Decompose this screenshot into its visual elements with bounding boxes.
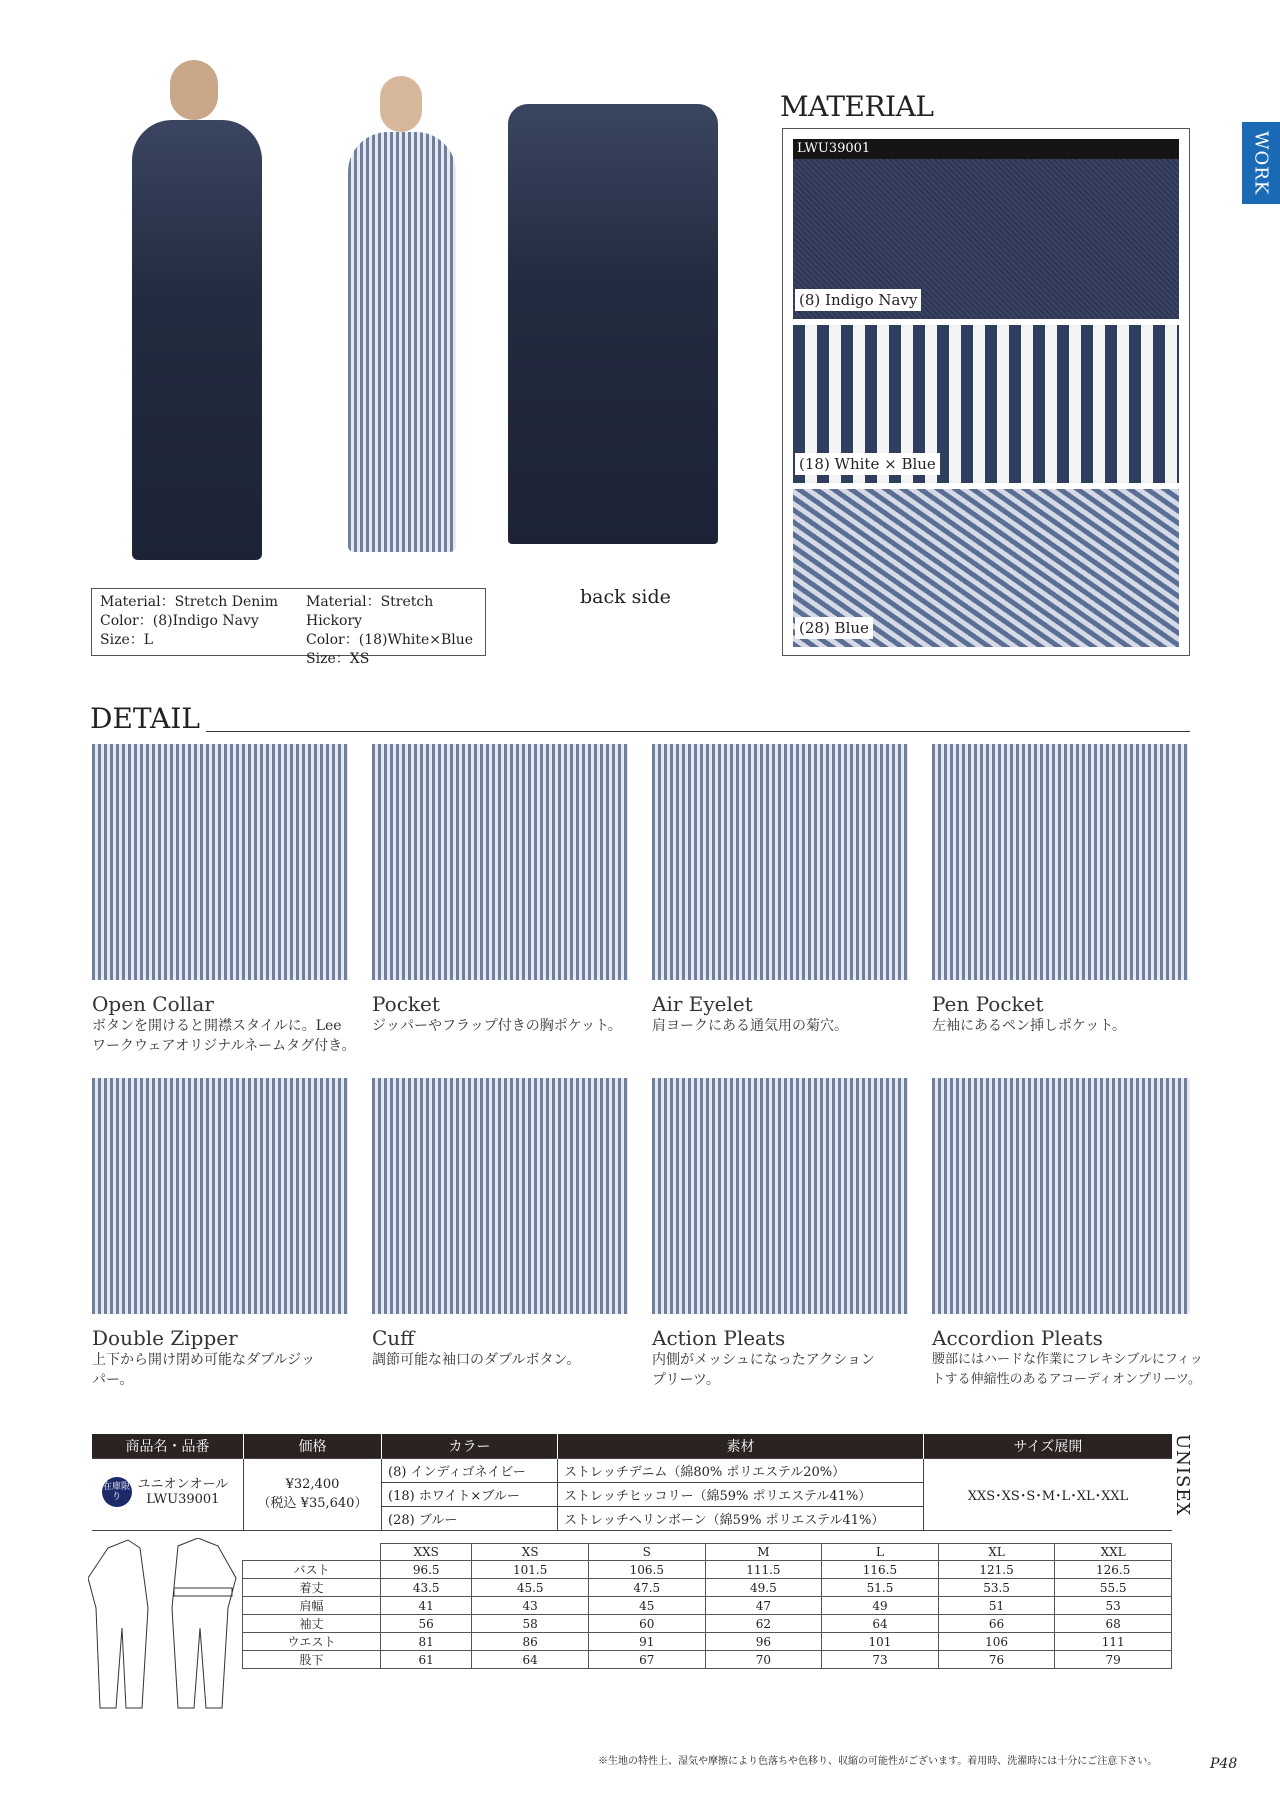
size-cell: 53.5 bbox=[938, 1579, 1055, 1597]
size-col-xxl: XXL bbox=[1055, 1544, 1172, 1561]
size-cell: 111.5 bbox=[705, 1561, 822, 1579]
detail-desc-open-collar-2: ワークウェアオリジナルネームタグ付き。 bbox=[92, 1038, 356, 1054]
detail-photo-pen-pocket bbox=[932, 744, 1188, 980]
size-cell: 58 bbox=[472, 1615, 589, 1633]
size-row-bust bbox=[243, 1561, 1172, 1579]
header-product-name: 商品名・品番 bbox=[92, 1434, 244, 1458]
model-info-box bbox=[91, 588, 486, 667]
size-chart-header bbox=[243, 1544, 1172, 1561]
detail-caption-air-eyelet: Air Eyelet bbox=[652, 992, 753, 1016]
material-herringbone: ストレッチヘリンボーン（綿59% ポリエステル41%） bbox=[558, 1506, 924, 1530]
header-price: 価格 bbox=[244, 1434, 382, 1458]
detail-caption-action-pleats: Action Pleats bbox=[652, 1326, 786, 1350]
detail-item-pen-pocket bbox=[932, 992, 1202, 1036]
size-col-xxs: XXS bbox=[381, 1544, 472, 1561]
detail-photo-accordion-pleats bbox=[932, 1078, 1190, 1314]
size-cell: 66 bbox=[938, 1615, 1055, 1633]
swatch-label-indigo-navy: (8) Indigo Navy bbox=[795, 289, 921, 311]
detail-photo-open-collar bbox=[92, 744, 348, 980]
header-material: 素材 bbox=[558, 1434, 924, 1458]
swatch-label-white-blue: (18) White × Blue bbox=[795, 453, 940, 475]
size-cell: 67 bbox=[588, 1651, 705, 1669]
detail-item-open-collar bbox=[92, 992, 362, 1056]
detail-desc-cuff: 調節可能な袖口のダブルボタン。 bbox=[372, 1352, 581, 1368]
size-cell: 106.5 bbox=[588, 1561, 705, 1579]
detail-item-cuff bbox=[372, 1326, 642, 1370]
detail-photo-action-pleats bbox=[652, 1078, 908, 1314]
size-cell: 55.5 bbox=[1055, 1579, 1172, 1597]
size-cell: 41 bbox=[381, 1597, 472, 1615]
material-code-bar bbox=[793, 139, 1179, 159]
size-cell: 79 bbox=[1055, 1651, 1172, 1669]
back-side-photo bbox=[508, 104, 718, 544]
size-cell: 76 bbox=[938, 1651, 1055, 1669]
size-row-length bbox=[243, 1579, 1172, 1597]
size-row-waist bbox=[243, 1633, 1172, 1651]
product-price-tax: （税込 ¥35,640） bbox=[257, 1496, 368, 1511]
detail-rule bbox=[206, 731, 1190, 732]
header-sizes: サイズ展開 bbox=[924, 1434, 1173, 1458]
detail-item-double-zipper bbox=[92, 1326, 362, 1390]
detail-title: DETAIL bbox=[90, 702, 200, 735]
info-color-right: Color：(18)White×Blue bbox=[306, 632, 474, 648]
model-male-photo bbox=[112, 60, 282, 572]
size-cell: 101.5 bbox=[472, 1561, 589, 1579]
info-size-left: Size：L bbox=[100, 632, 154, 648]
size-cell: 126.5 bbox=[1055, 1561, 1172, 1579]
size-cell: 64 bbox=[822, 1615, 939, 1633]
info-color-left: Color：(8)Indigo Navy bbox=[100, 613, 259, 629]
size-row-label: バスト bbox=[243, 1561, 381, 1579]
size-cell: 47 bbox=[705, 1597, 822, 1615]
product-table-header bbox=[92, 1434, 1173, 1458]
size-cell: 116.5 bbox=[822, 1561, 939, 1579]
info-material-right: Material：Stretch Hickory bbox=[306, 594, 434, 629]
detail-desc-double-zipper-1: 上下から開け閉め可能なダブルジッ bbox=[92, 1352, 316, 1368]
detail-desc-double-zipper-2: パー。 bbox=[92, 1372, 134, 1388]
detail-caption-double-zipper: Double Zipper bbox=[92, 1326, 238, 1350]
size-col-s: S bbox=[588, 1544, 705, 1561]
size-cell: 47.5 bbox=[588, 1579, 705, 1597]
size-cell: 61 bbox=[381, 1651, 472, 1669]
size-col-l: L bbox=[822, 1544, 939, 1561]
detail-desc-action-pleats-1: 内側がメッシュになったアクション bbox=[652, 1352, 876, 1368]
detail-photo-cuff bbox=[372, 1078, 628, 1314]
back-side-label: back side bbox=[580, 586, 671, 608]
size-row-label: 袖丈 bbox=[243, 1615, 381, 1633]
size-chart-table bbox=[242, 1543, 1172, 1669]
size-cell: 81 bbox=[381, 1633, 472, 1651]
care-footnote: ※生地の特性上、湿気や摩擦により色落ちや色移り、収縮の可能性がございます。着用時、洗濯時には十分にご注意下さい。 bbox=[598, 1756, 1158, 1767]
size-cell: 43 bbox=[472, 1597, 589, 1615]
size-row-label: 股下 bbox=[243, 1651, 381, 1669]
size-cell: 101 bbox=[822, 1633, 939, 1651]
work-tab-label: WORK bbox=[1250, 130, 1272, 196]
color-blue: (28) ブルー bbox=[382, 1506, 558, 1530]
work-section-tab bbox=[1242, 122, 1280, 204]
header-color: カラー bbox=[382, 1434, 558, 1458]
size-cell: 68 bbox=[1055, 1615, 1172, 1633]
detail-desc-pocket: ジッパーやフラップ付きの胸ポケット。 bbox=[372, 1018, 622, 1034]
garment-line-drawing bbox=[88, 1538, 238, 1712]
product-table bbox=[91, 1434, 1172, 1531]
size-cell: 70 bbox=[705, 1651, 822, 1669]
detail-desc-open-collar-1: ボタンを開けると開襟スタイルに。Lee bbox=[92, 1018, 342, 1034]
detail-caption-pocket: Pocket bbox=[372, 992, 440, 1016]
swatch-label-blue: (28) Blue bbox=[795, 617, 873, 639]
size-cell: 51.5 bbox=[822, 1579, 939, 1597]
detail-caption-cuff: Cuff bbox=[372, 1326, 415, 1350]
detail-desc-accordion-pleats-2: トする伸縮性のあるアコーディオンプリーツ。 bbox=[932, 1372, 1201, 1387]
detail-item-air-eyelet bbox=[652, 992, 922, 1036]
size-cell: 49 bbox=[822, 1597, 939, 1615]
size-chart-corner bbox=[243, 1544, 381, 1561]
size-cell: 62 bbox=[705, 1615, 822, 1633]
model-female-photo bbox=[332, 76, 472, 568]
size-cell: 45 bbox=[588, 1597, 705, 1615]
size-row-inseam bbox=[243, 1651, 1172, 1669]
size-cell: 53 bbox=[1055, 1597, 1172, 1615]
size-cell: 56 bbox=[381, 1615, 472, 1633]
material-swatch-frame bbox=[782, 128, 1190, 656]
size-row-label: ウエスト bbox=[243, 1633, 381, 1651]
size-col-xl: XL bbox=[938, 1544, 1055, 1561]
size-cell: 121.5 bbox=[938, 1561, 1055, 1579]
size-cell: 96.5 bbox=[381, 1561, 472, 1579]
detail-desc-air-eyelet: 肩ヨークにある通気用の菊穴。 bbox=[652, 1018, 848, 1034]
size-row-sleeve bbox=[243, 1615, 1172, 1633]
size-cell: 60 bbox=[588, 1615, 705, 1633]
product-price: ¥32,400 bbox=[285, 1477, 340, 1492]
detail-caption-open-collar: Open Collar bbox=[92, 992, 214, 1016]
material-code: LWU39001 bbox=[797, 141, 871, 156]
color-indigo-navy: (8) インディゴネイビー bbox=[382, 1458, 558, 1482]
material-title: MATERIAL bbox=[780, 90, 934, 123]
size-row-label: 着丈 bbox=[243, 1579, 381, 1597]
detail-photo-air-eyelet bbox=[652, 744, 908, 980]
detail-item-action-pleats bbox=[652, 1326, 922, 1390]
size-cell: 43.5 bbox=[381, 1579, 472, 1597]
material-denim: ストレッチデニム（綿80% ポリエステル20%） bbox=[558, 1458, 924, 1482]
detail-caption-accordion-pleats: Accordion Pleats bbox=[932, 1326, 1103, 1350]
page-number: P48 bbox=[1210, 1756, 1238, 1772]
size-cell: 96 bbox=[705, 1633, 822, 1651]
size-cell: 106 bbox=[938, 1633, 1055, 1651]
detail-item-accordion-pleats bbox=[932, 1326, 1212, 1390]
size-cell: 64 bbox=[472, 1651, 589, 1669]
product-row bbox=[92, 1458, 1173, 1482]
size-range: XXS･XS･S･M･L･XL･XXL bbox=[924, 1458, 1173, 1530]
stock-limited-badge bbox=[102, 1477, 132, 1507]
detail-desc-action-pleats-2: プリーツ。 bbox=[652, 1372, 720, 1388]
detail-item-pocket bbox=[372, 992, 642, 1036]
size-cell: 86 bbox=[472, 1633, 589, 1651]
product-name: ユニオンオール bbox=[137, 1476, 229, 1492]
detail-desc-pen-pocket: 左袖にあるペン挿しポケット。 bbox=[932, 1018, 1127, 1034]
info-size-right: Size：XS bbox=[306, 651, 370, 667]
unisex-label: UNISEX bbox=[1172, 1434, 1193, 1517]
color-white-blue: (18) ホワイト×ブルー bbox=[382, 1482, 558, 1506]
detail-photo-pocket bbox=[372, 744, 628, 980]
size-cell: 111 bbox=[1055, 1633, 1172, 1651]
size-cell: 49.5 bbox=[705, 1579, 822, 1597]
size-row-shoulder bbox=[243, 1597, 1172, 1615]
size-col-xs: XS bbox=[472, 1544, 589, 1561]
info-material-left: Material：Stretch Denim bbox=[100, 594, 278, 610]
size-cell: 51 bbox=[938, 1597, 1055, 1615]
detail-caption-pen-pocket: Pen Pocket bbox=[932, 992, 1044, 1016]
size-cell: 45.5 bbox=[472, 1579, 589, 1597]
detail-photo-double-zipper bbox=[92, 1078, 348, 1314]
stock-badge-text: 在庫限り bbox=[102, 1481, 130, 1502]
detail-desc-accordion-pleats-1: 腰部にはハードな作業にフレキシブルにフィッ bbox=[932, 1352, 1203, 1367]
size-col-m: M bbox=[705, 1544, 822, 1561]
size-cell: 73 bbox=[822, 1651, 939, 1669]
size-row-label: 肩幅 bbox=[243, 1597, 381, 1615]
product-code: LWU39001 bbox=[146, 1491, 220, 1507]
material-hickory: ストレッチヒッコリー（綿59% ポリエステル41%） bbox=[558, 1482, 924, 1506]
size-cell: 91 bbox=[588, 1633, 705, 1651]
